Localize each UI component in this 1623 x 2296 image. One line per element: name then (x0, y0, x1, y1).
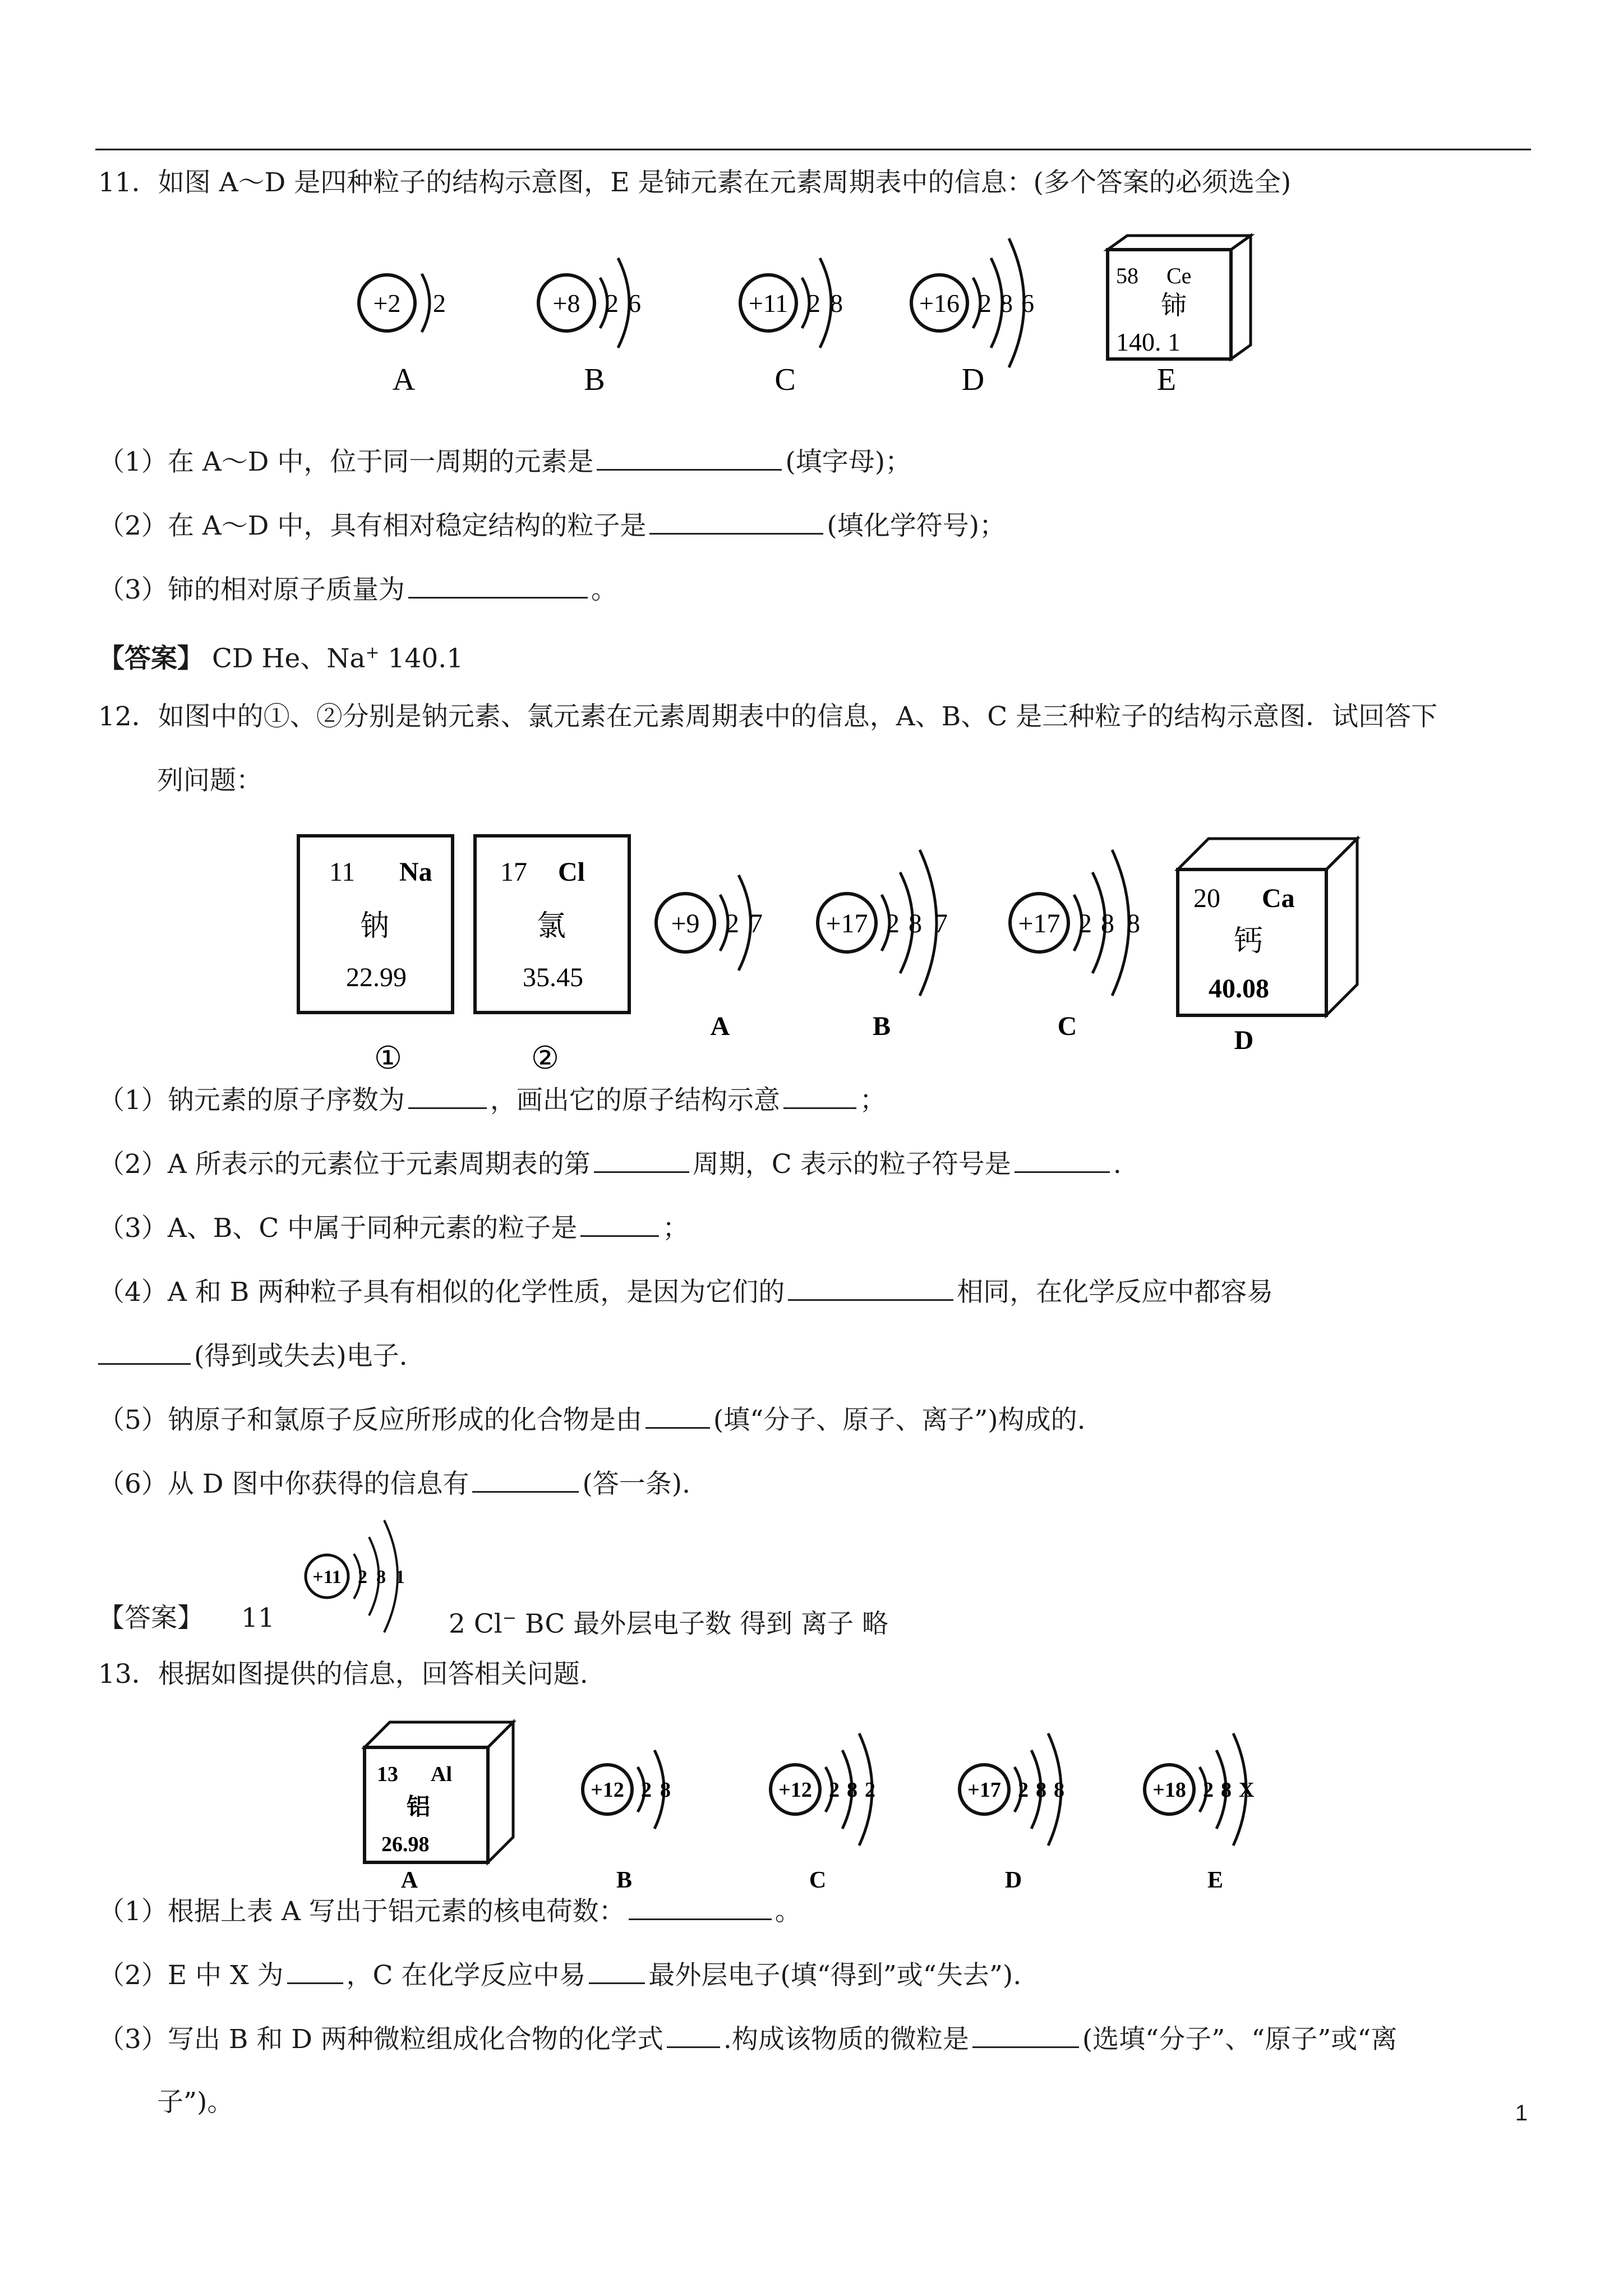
nucleus-charge: +2 (373, 289, 401, 318)
atom-diagram-c (1010, 850, 1140, 1041)
element-card-aluminium (365, 1722, 513, 1893)
element-card-sodium (298, 836, 453, 1076)
answer-blank (645, 1402, 710, 1429)
answer-label: 【答案】 (98, 643, 204, 674)
q11-sub2-text: （2）在 A～D 中，具有相对稳定结构的粒子是 (98, 510, 647, 541)
figure-label: A (400, 1867, 418, 1893)
q12-sub1-text-2: ，画出它的原子结构示意 (490, 1085, 780, 1116)
atom-diagram-e (1145, 1733, 1254, 1893)
q13-sub2-text-2: ，C 在化学反应中易 (346, 1960, 586, 1991)
element-name: 钙 (1234, 926, 1264, 958)
shell-count-2: 8 (1000, 289, 1013, 318)
element-symbol: Ca (1262, 884, 1295, 913)
shell-count-1: 2 (606, 289, 619, 318)
q11-sub2-suffix: (填化学符号)； (827, 510, 1006, 541)
atom-diagram-a (656, 875, 763, 1041)
shell-count-2: 8 (1036, 1778, 1046, 1802)
cube-side (1231, 236, 1251, 359)
q11-stem: 11．如图 A～D 是四种粒子的结构示意图，E 是铈元素在元素周期表中的信息：(多个答案的必须选全) (98, 167, 1292, 198)
figure-label: E (1207, 1867, 1224, 1893)
element-number: 58 (1116, 263, 1138, 288)
shell-count-2: 8 (1221, 1778, 1232, 1802)
nucleus-charge: +16 (919, 289, 960, 318)
electron-shell-1 (422, 274, 430, 332)
element-mass: 26.98 (381, 1833, 430, 1856)
sodium-atom-diagram (306, 1520, 405, 1632)
q12-sub5-suffix: (填“分子、原子、离子”)构成的. (713, 1405, 1086, 1435)
q13-figures (0, 1711, 1623, 1893)
shell-count-1: 2 (829, 1778, 840, 1802)
element-name: 铝 (407, 1795, 431, 1820)
answer-blank (594, 1147, 689, 1173)
answer-blank (408, 1083, 487, 1109)
figure-label: E (1156, 362, 1177, 397)
answer-blank (1015, 1147, 1110, 1173)
answer-blank (783, 1083, 856, 1109)
element-mass: 140. 1 (1116, 328, 1181, 356)
q12-sub2-suffix: . (1113, 1149, 1122, 1180)
q12-sub3 (98, 1211, 689, 1245)
answer-blank (472, 1466, 579, 1493)
figure-label: B (872, 1011, 891, 1041)
q11-sub2 (98, 508, 1006, 543)
shell-count-3: 6 (1021, 289, 1034, 318)
element-symbol: Cl (558, 857, 585, 887)
atom-diagram-d (911, 238, 1034, 397)
figure-label: A (710, 1011, 730, 1041)
nucleus-charge: +17 (1018, 909, 1061, 938)
q12-answer-number: 11 (241, 1603, 275, 1634)
answer-text-2: 140.1 (379, 643, 464, 674)
shell-count-2: 8 (909, 909, 922, 938)
nucleus-charge: +17 (967, 1778, 1001, 1802)
answer-text: CD He、Na (211, 643, 366, 674)
q11-sub1-text: （1）在 A～D 中，位于同一周期的元素是 (98, 447, 594, 477)
element-symbol: Al (431, 1763, 452, 1786)
q13-sub2-suffix: 最外层电子(填“得到”或“失去”). (648, 1960, 1022, 1991)
element-symbol: Ce (1166, 263, 1192, 288)
q13-sub3 (98, 2022, 1397, 2056)
shell-count-3: 1 (395, 1567, 405, 1588)
q12-answer-rest (449, 1602, 888, 1641)
shell-count-1: 2 (979, 289, 992, 318)
shell-count-2: 8 (376, 1567, 386, 1588)
q11-sub3-suffix: 。 (591, 574, 617, 605)
shell-count-2: 8 (1101, 909, 1114, 938)
q12-sub4-text-2: 相同，在化学反应中都容易 (957, 1277, 1274, 1308)
atom-diagram-b (818, 850, 948, 1041)
element-symbol: Na (399, 857, 432, 887)
q12-sub4-text: （4）A 和 B 两种粒子具有相似的化学性质，是因为它们的 (98, 1277, 785, 1308)
shell-count-2: 8 (847, 1778, 857, 1802)
nucleus-charge: +12 (778, 1778, 812, 1802)
shell-count-1: 2 (726, 909, 739, 938)
atom-diagram-d (960, 1733, 1064, 1893)
element-name: 氯 (537, 910, 566, 942)
shell-count-1: 2 (1018, 1778, 1029, 1802)
q13-sub3-cont: 子”)。 (157, 2087, 234, 2118)
electron-shell-2 (820, 258, 831, 348)
figure-label: ② (531, 1041, 560, 1076)
shell-count-1: 2 (358, 1567, 367, 1588)
page-number: 1 (1515, 2101, 1528, 2125)
element-card-calcium (1178, 839, 1357, 1055)
figure-label: C (774, 362, 796, 397)
q12-sub4-cont (98, 1338, 408, 1373)
element-number: 11 (329, 857, 356, 887)
figure-label: D (961, 362, 985, 397)
atom-diagram-c (771, 1733, 875, 1893)
nucleus-charge: +11 (312, 1567, 342, 1588)
shell-count-2: 7 (749, 909, 763, 938)
nucleus-charge: +8 (552, 289, 580, 318)
cube-side (1326, 839, 1357, 1015)
q12-sub4-suffix: (得到或失去)电子. (194, 1341, 408, 1372)
answer-text: 2 Cl (449, 1608, 502, 1640)
shell-count-3: 8 (1127, 909, 1140, 938)
answer-blank (98, 1338, 191, 1365)
figure-label: B (616, 1867, 633, 1893)
element-card-chlorine (475, 836, 629, 1076)
q12-sub1 (98, 1083, 886, 1117)
shell-count-2: 8 (830, 289, 843, 318)
q12-figures (0, 825, 1623, 1076)
nucleus-charge: +9 (671, 909, 700, 938)
element-mass: 35.45 (523, 963, 583, 992)
atom-diagram-c (740, 258, 843, 397)
answer-blank (667, 2022, 720, 2048)
answer-blank (597, 444, 782, 471)
shell-count-3: X (1239, 1778, 1255, 1802)
q13-sub1-text: （1）根据上表 A 写出于铝元素的核电荷数： (98, 1896, 625, 1927)
q12-sub2-text: （2）A 所表示的元素位于元素周期表的第 (98, 1149, 591, 1180)
figure-label: C (1057, 1011, 1077, 1041)
element-card-cerium (1108, 236, 1251, 397)
figure-label: D (1234, 1025, 1254, 1055)
figure-label: A (392, 362, 416, 397)
q12-sub6-suffix: (答一条). (582, 1469, 691, 1499)
q13-stem: 13．根据如图提供的信息，回答相关问题. (98, 1659, 588, 1690)
shell-count-3: 2 (865, 1778, 875, 1802)
answer-blank (589, 1958, 645, 1984)
shell-count-3: 8 (1054, 1778, 1064, 1802)
q12-answer-label: 【答案】 (98, 1603, 204, 1634)
element-name: 钠 (360, 910, 390, 942)
q13-sub2-text: （2）E 中 X 为 (98, 1960, 284, 1991)
q12-sub5 (98, 1402, 1086, 1437)
q11-answer (98, 636, 463, 676)
q12-stem-2: 列问题： (157, 765, 262, 796)
q12-sub5-text: （5）钠原子和氯原子反应所形成的化合物是由 (98, 1405, 642, 1435)
q11-sub3 (98, 572, 617, 607)
q11-figures (0, 208, 1623, 397)
q13-sub3-text-3: (选填“分子”、“原子”或“离 (1082, 2024, 1398, 2055)
cube-side (488, 1722, 513, 1862)
nucleus-charge: +11 (748, 289, 789, 318)
q13-sub1-suffix: 。 (774, 1896, 801, 1927)
q12-sub1-suffix: ； (859, 1085, 886, 1116)
q11-sub1 (98, 444, 911, 479)
q12-sub6 (98, 1466, 690, 1501)
q12-sub3-text: （3）A、B、C 中属于同种元素的粒子是 (98, 1213, 578, 1244)
q12-sub4 (98, 1274, 1273, 1309)
shell-count-2: 8 (660, 1778, 671, 1802)
answer-superscript: + (365, 643, 380, 662)
shell-count-1: 2 (641, 1778, 652, 1802)
q13-sub3-text-2: .构成该物质的微粒是 (723, 2024, 969, 2055)
figure-label: D (1004, 1867, 1022, 1893)
element-number: 13 (377, 1763, 398, 1786)
shell-count-1: 2 (886, 909, 900, 938)
q12-sub6-text: （6）从 D 图中你获得的信息有 (98, 1469, 469, 1499)
q12-sub2 (98, 1147, 1122, 1181)
answer-blank (287, 1958, 343, 1984)
q12-sub1-text: （1）钠元素的原子序数为 (98, 1085, 405, 1116)
q11-sub1-suffix: (填字母)； (785, 447, 912, 477)
answer-blank (580, 1211, 659, 1237)
shell-count-1: 2 (808, 289, 820, 318)
electron-shell-2 (618, 258, 629, 348)
shell-count-1: 2 (1078, 909, 1092, 938)
atom-diagram-a (359, 274, 446, 397)
nucleus-charge: +12 (591, 1778, 624, 1802)
element-number: 20 (1193, 884, 1220, 913)
cube-top (1108, 236, 1251, 250)
atom-diagram-b (583, 1750, 671, 1893)
element-mass: 40.08 (1209, 974, 1269, 1004)
shell-count-2: 6 (628, 289, 641, 318)
figure-label: C (809, 1867, 827, 1893)
answer-blank (408, 572, 588, 599)
nucleus-charge: +17 (826, 909, 868, 938)
q11-sub3-text: （3）铈的相对原子质量为 (98, 574, 405, 605)
answer-blank (788, 1274, 953, 1301)
answer-superscript: − (502, 1608, 517, 1628)
q13-sub2 (98, 1958, 1021, 1993)
q12-sub2-text-2: 周期，C 表示的粒子符号是 (692, 1149, 1011, 1180)
shell-count-3: 7 (934, 909, 948, 938)
figure-label: B (584, 362, 605, 397)
shell-count-1: 2 (433, 289, 446, 318)
header-rule (95, 149, 1531, 150)
element-number: 17 (500, 857, 527, 887)
answer-blank (629, 1894, 772, 1920)
element-mass: 22.99 (346, 963, 407, 992)
answer-blank (972, 2022, 1079, 2048)
answer-blank (649, 508, 823, 535)
q12-stem-1: 12．如图中的①、②分别是钠元素、氯元素在元素周期表中的信息，A、B、C 是三种粒子的结构示意图．试回答下 (98, 701, 1438, 732)
atom-diagram-b (538, 258, 641, 397)
nucleus-charge: +18 (1152, 1778, 1186, 1802)
element-name: 铈 (1161, 291, 1187, 320)
q13-sub3-text: （3）写出 B 和 D 两种微粒组成化合物的化学式 (98, 2024, 663, 2055)
q13-sub1 (98, 1894, 801, 1929)
q12-sub3-suffix: ； (662, 1213, 689, 1244)
answer-text-2: BC 最外层电子数 得到 离子 略 (516, 1608, 889, 1640)
figure-label: ① (374, 1041, 403, 1076)
shell-count-1: 2 (1203, 1778, 1214, 1802)
